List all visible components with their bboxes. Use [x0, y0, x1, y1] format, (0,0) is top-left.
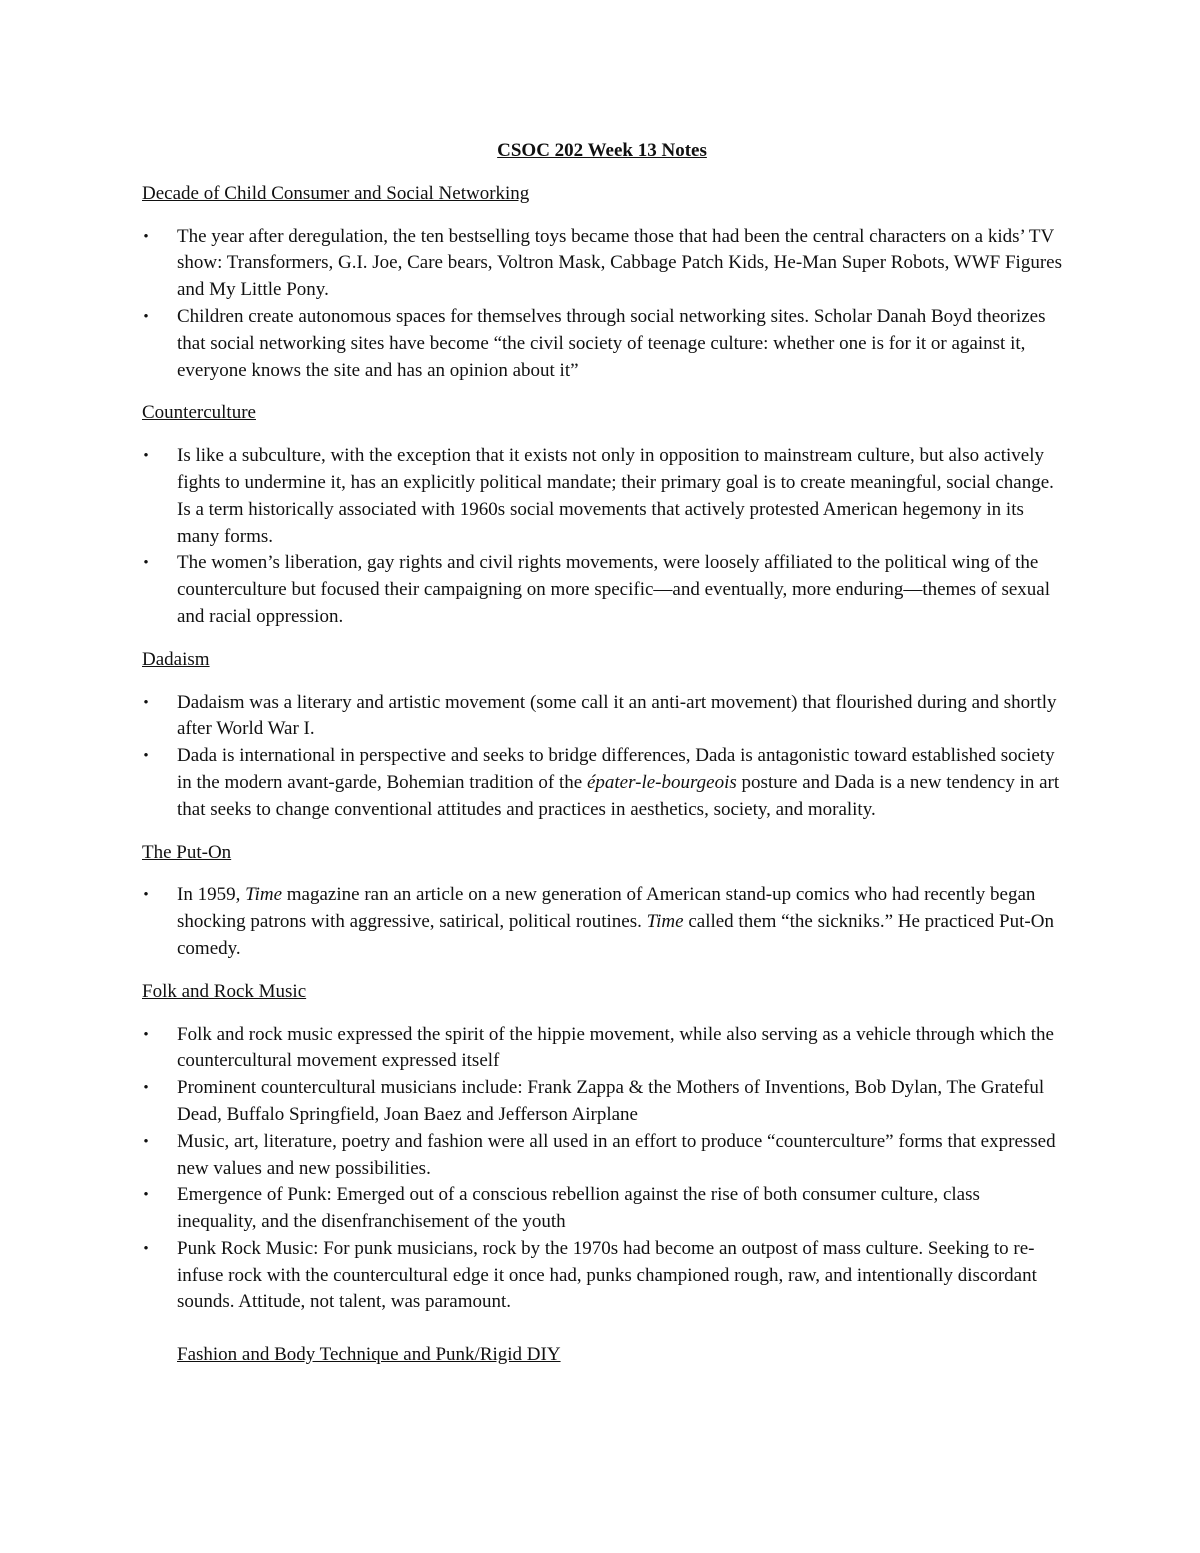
bullet-list-child-consumer: [142, 224, 1062, 385]
section-heading-fashion-punk: Fashion and Body Technique and Punk/Rigid DIY: [177, 1344, 561, 1366]
section-heading-child-consumer: Decade of Child Consumer and Social Networking: [142, 182, 530, 204]
page-title: CSOC 202 Week 13 Notes: [497, 140, 707, 161]
bullet-icon: •: [143, 308, 149, 325]
bullet-list-folk-rock: [142, 1022, 1062, 1317]
list-item: • In 1959, Time magazine ran an article on a new generation of American stand-up comics who had recently began shocking patrons with aggressive, satirical, political routines. Time called them “the sickniks.” He practiced Put-On comedy.: [143, 884, 1054, 959]
list-item: • Dada is international in perspective and seeks to bridge differences, Dada is antagonistic toward established society in the modern avant-garde, Bohemian tradition of the épater-le-bourgeois posture and Dada is a new tendency in art that seeks to change conventional attitudes and practices in aesthetics, society, and morality.: [143, 745, 1060, 820]
section-heading-put-on: The Put-On: [142, 841, 232, 863]
list-item: • Prominent countercultural musicians include: Frank Zappa & the Mothers of Inventions, Bob Dylan, The Grateful Dead, Buffalo Springfield, Joan Baez and Jefferson Airplane: [143, 1077, 1045, 1125]
bullet-icon: •: [143, 748, 149, 765]
bullet-icon: •: [143, 1133, 149, 1150]
list-item: • Folk and rock music expressed the spirit of the hippie movement, while also serving as a vehicle through which the countercultural movement expressed itself: [143, 1023, 1054, 1072]
list-item: • The year after deregulation, the ten bestselling toys became those that had been the central characters on a kids’ TV show: Transformers, G.I. Joe, Care bears, Voltron Mask, Cabbage Patch Kids, He-Man Super Robots, WWF Figures and My Little Pony.: [143, 225, 1062, 301]
section-heading-dadaism: Dadaism: [142, 648, 210, 670]
list-item: • Music, art, literature, poetry and fashion were all used in an effort to produce “counterculture” forms that expressed new values and new possibilities.: [143, 1130, 1056, 1179]
list-item: • Is like a subculture, with the exception that it exists not only in opposition to mainstream culture, but also actively fights to undermine it, has an explicitly political mandate; their primary goal is to create meaningful, social change. Is a term historically associated with 1960s social movements that actively protested American hegemony in its many forms.: [143, 445, 1054, 547]
bullet-icon: •: [143, 1187, 149, 1204]
document-page: [142, 138, 1062, 1385]
list-item: • Dadaism was a literary and artistic movement (some call it an anti-art movement) that flourished during and shortly after World War I.: [143, 691, 1057, 740]
section-heading-counterculture: Counterculture: [142, 402, 256, 424]
list-item: • Punk Rock Music: For punk musicians, rock by the 1970s had become an outpost of mass culture. Seeking to re-infuse rock with the countercultural edge it once had, punks championed rough, raw, and intentionally discordant sounds. Attitude, not talent, was paramount.: [143, 1237, 1037, 1313]
list-item: • Children create autonomous spaces for themselves through social networking sites. Scholar Danah Boyd theorizes that social networking sites have become “the civil society of teenage culture: whether one is for it or against it, everyone knows the site and has an opinion about it”: [143, 305, 1046, 381]
bullet-icon: •: [143, 555, 149, 572]
bullet-icon: •: [143, 887, 149, 904]
section-heading-folk-rock: Folk and Rock Music: [142, 980, 307, 1002]
bullet-icon: •: [143, 228, 149, 245]
list-item: • The women’s liberation, gay rights and civil rights movements, were loosely affiliated to the political wing of the counterculture but focused their campaigning on more specific—and eventually, more enduring—themes of sexual and racial oppression.: [143, 552, 1051, 627]
bullet-list-put-on: [142, 882, 1062, 962]
bullet-icon: •: [143, 448, 149, 465]
bullet-icon: •: [143, 1026, 149, 1043]
bullet-icon: •: [143, 1080, 149, 1097]
bullet-list-counterculture: [142, 443, 1062, 631]
bullet-icon: •: [143, 1240, 149, 1257]
list-item: • Emergence of Punk: Emerged out of a conscious rebellion against the rise of both consumer culture, class inequality, and the disenfranchisement of the youth: [143, 1184, 980, 1233]
bullet-icon: •: [143, 694, 149, 711]
bullet-list-dadaism: [142, 690, 1062, 824]
